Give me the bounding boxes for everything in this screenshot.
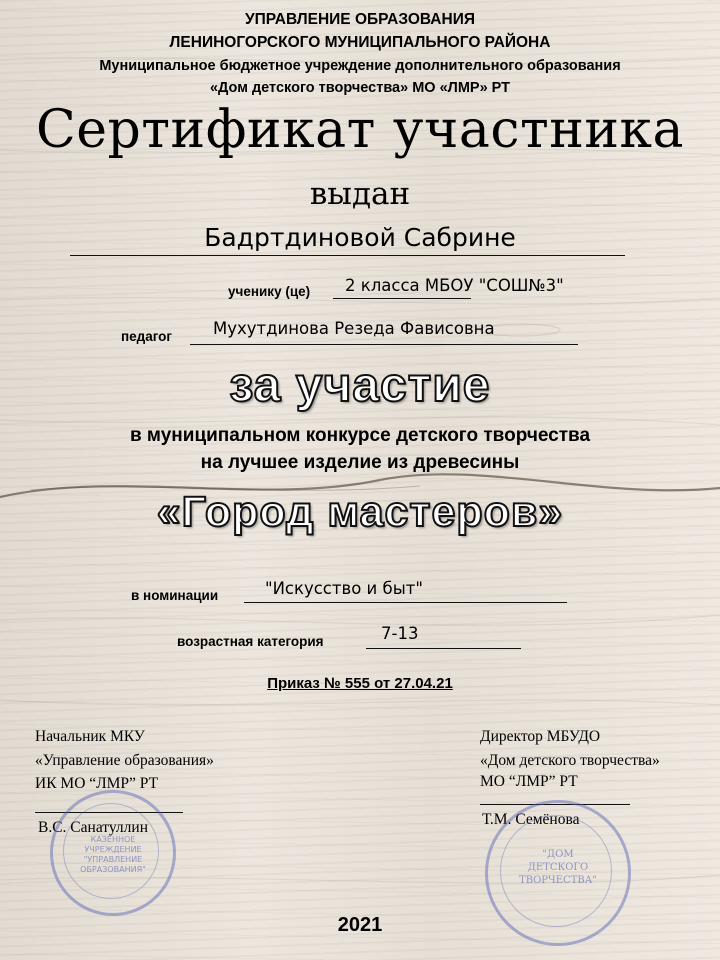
student-value: 2 класса МБОУ "СОШ№3" (345, 276, 564, 295)
contest-name: «Город мастеров» (156, 488, 564, 536)
student-underline (333, 298, 471, 299)
order-reference: Приказ № 555 от 27.04.21 (267, 675, 453, 692)
header-line-3: Муниципальное бюджетное учреждение дополнительного образования (99, 58, 621, 74)
left-signatory-title-1: Начальник МКУ (35, 728, 145, 745)
contest-line-1: в муниципальном конкурсе детского творчества (129, 425, 591, 446)
student-label: ученику (це) (228, 284, 311, 299)
nomination-value: "Искусство и быт" (265, 579, 423, 598)
age-label: возрастная категория (177, 634, 324, 649)
contest-line-2: на лучшее изделие из древесины (200, 452, 520, 473)
right-signatory-name: Т.М. Семёнова (482, 811, 580, 828)
right-stamp-text-2: ДЕТСКОГО (527, 862, 589, 873)
year: 2021 (337, 914, 383, 936)
participation-heading: за участие (229, 359, 491, 412)
teacher-underline (190, 344, 578, 345)
header-line-4: «Дом детского творчества» МО «ЛМР» РТ (209, 80, 511, 96)
right-signatory-title-1: Директор МБУДО (480, 728, 601, 745)
header-line-1: УПРАВЛЕНИЕ ОБРАЗОВАНИЯ (245, 11, 475, 28)
header-line-2: ЛЕНИНОГОРСКОГО МУНИЦИПАЛЬНОГО РАЙОНА (169, 34, 551, 51)
right-stamp-text-3: ТВОРЧЕСТВА" (519, 875, 597, 886)
left-signatory-title-2: «Управление образования» (35, 752, 214, 769)
left-signatory-title-3: ИК МО “ЛМР” РТ (35, 775, 159, 792)
recipient-name: Бадртдиновой Сабрине (204, 223, 516, 252)
nomination-underline (244, 602, 567, 603)
right-signatory-title-3: МО “ЛМР” РТ (480, 773, 578, 790)
teacher-label: педагог (121, 329, 173, 344)
left-signatory-name: В.С. Санатуллин (38, 819, 148, 836)
age-value: 7-13 (381, 624, 419, 643)
teacher-value: Мухутдинова Резеда Фависовна (213, 319, 495, 338)
left-stamp-text-4: ОБРАЗОВАНИЯ" (80, 865, 146, 874)
left-stamp (50, 790, 176, 916)
left-stamp-text-2: УЧРЕЖДЕНИЕ (84, 845, 142, 854)
right-stamp-text-1: "ДОМ (542, 849, 574, 860)
issued-label: выдан (309, 176, 411, 212)
certificate-title: Сертификат участника (35, 100, 685, 160)
right-signatory-title-2: «Дом детского творчества» (480, 752, 660, 769)
recipient-underline (70, 255, 625, 256)
left-stamp-text-1: КАЗЕННОЕ (90, 835, 136, 844)
age-underline (366, 648, 521, 649)
left-stamp-text-3: "УПРАВЛЕНИЕ (83, 855, 143, 864)
nomination-label: в номинации (131, 588, 219, 603)
